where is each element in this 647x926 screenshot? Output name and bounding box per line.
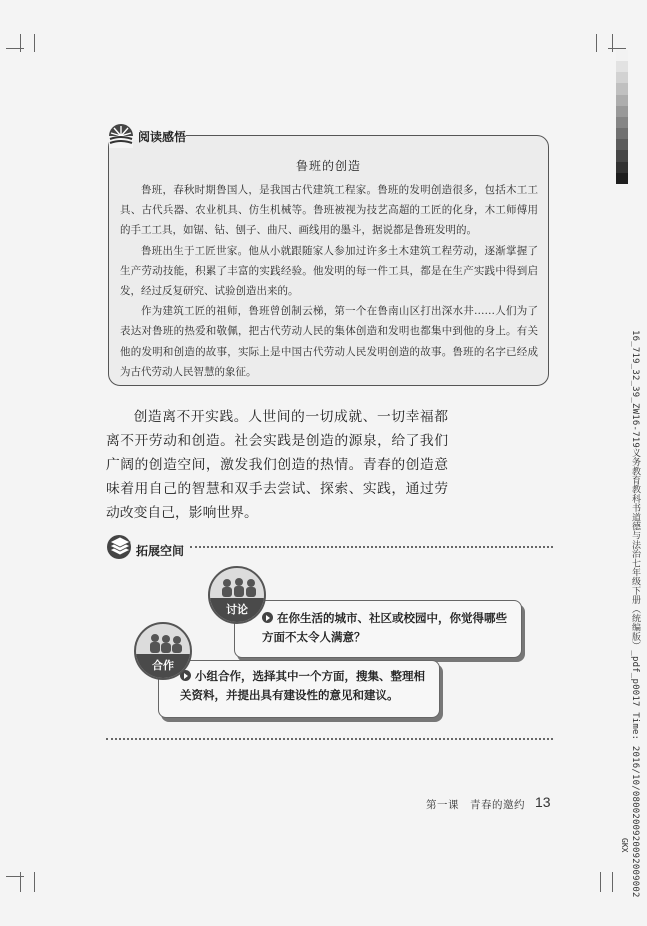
reading-header (106, 120, 556, 150)
article-paragraph: 鲁班出生于工匠世家。他从小就跟随家人参加过许多土木建筑工程劳动，逐渐掌握了生产劳动技能，积累了丰富的实践经验。他发明的每一件工具，都是在生产实践中得到启发，经过反复研究、试验创造出来的。 (120, 244, 538, 298)
crop-mark (612, 34, 613, 52)
expand-section-title: 拓展空间 (136, 544, 185, 558)
cooperate-badge (134, 622, 192, 680)
print-metadata-code-2: GKX (620, 838, 629, 853)
group-people-icon (219, 576, 259, 598)
grayscale-calibration-strip (616, 50, 628, 184)
crop-mark (600, 872, 601, 892)
group-people-icon (145, 632, 185, 654)
main-paragraph: 创造离不开实践。人世间的一切成就、一切幸福都离不开劳动和创造。社会实践是创造的源泉，给了我们广阔的创造空间，激发我们创造的热情。青春的创造意味着用自己的智慧和双手去尝试、探索、实践，通过劳动改变自己，影响世界。 (106, 409, 448, 521)
stacked-pages-icon (106, 534, 132, 560)
crop-mark (34, 872, 35, 892)
discuss-text: 在你生活的城市、社区或校园中，你觉得哪些方面不太令人满意？ (262, 611, 507, 644)
footer-lesson-title: 第一课 青春的邀约 (426, 799, 525, 811)
sunrise-book-icon (106, 122, 136, 148)
cooperate-badge-label: 合作 (152, 659, 174, 672)
discuss-badge (208, 566, 266, 624)
crop-mark (6, 876, 24, 877)
crop-mark (20, 34, 21, 52)
cooperate-text: 小组合作，选择其中一个方面，搜集、整理相关资料，并提出具有建设性的意见和建议。 (180, 669, 425, 702)
crop-mark (612, 872, 613, 892)
dotted-divider (190, 546, 553, 548)
crop-mark (608, 48, 626, 49)
article-paragraph: 鲁班，春秋时期鲁国人，是我国古代建筑工程家。鲁班的发明创造很多，包括木工工具、古代兵器、农业机具、仿生机械等。鲁班被视为技艺高超的工匠的化身，木工师傅用的手工工具，如锯、钻、刨子、曲尺、画线用的墨斗，据说都是鲁班发明的。 (120, 184, 538, 237)
crop-mark (6, 48, 24, 49)
crop-mark (34, 34, 35, 52)
article-body (120, 180, 538, 382)
crop-mark (20, 872, 21, 892)
print-metadata-code: 16_719_32_39_ZW16-719义务教育教科书道德与法治七年级下册（统编版）_pdf_p0017 Time: 2016/10/0800200920092009002 (630, 330, 640, 898)
article-paragraph: 作为建筑工匠的祖师，鲁班曾创制云梯，第一个在鲁南山区打出深水井……人们为了表达对鲁班的热爱和敬佩，把古代劳动人民的集体创造和发明也都集中到他的身上。有关他的发明和创造的故事，实际上是中国古代劳动人民发明创造的故事。鲁班的名字已经成为古代劳动人民智慧的象征。 (120, 305, 538, 378)
discuss-badge-label: 讨论 (226, 603, 248, 616)
reading-section-title: 阅读感悟 (138, 130, 187, 144)
dotted-divider (106, 738, 553, 740)
page-number: 13 (535, 794, 551, 810)
crop-mark (596, 34, 597, 52)
article-title: 鲁班的创造 (295, 159, 361, 173)
